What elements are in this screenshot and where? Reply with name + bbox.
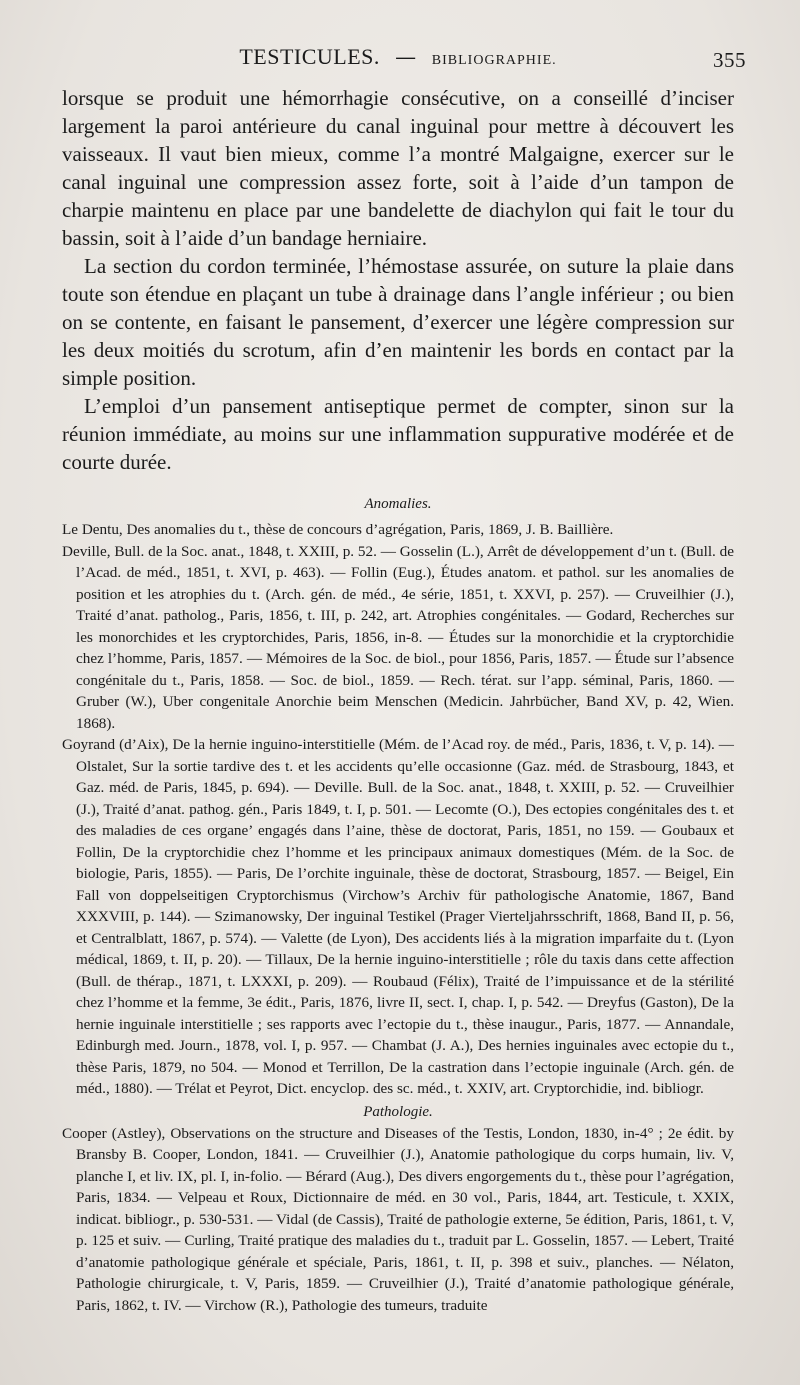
running-header — [62, 44, 746, 84]
paragraph-1: lorsque se produit une hémorrhagie consécutive, on a conseillé d’inciser largement la paroi antérieure du canal inguinal pour mettre à découvert les vaisseaux. Il vaut bien mieux, comme l’a montré Malgaigne, exercer sur le canal inguinal une compression assez forte, soit à l’aide d’un tampon de charpie maintenu en place par une bandelette de diachylon qui fait le tour du bassin, soit à l’aide d’un bandage herniaire. — [62, 86, 734, 250]
running-section: BIBLIOGRAPHIE. — [431, 53, 557, 68]
header-dash: — — [395, 45, 417, 69]
bibliography-entry: Cooper (Astley), Observations on the structure and Diseases of the Testis, London, 1830, in-4° ; 2e édit. by Bransby B. Cooper, London, 1841. — Cruveilhier (J.), Anatomie pathologique du corps humain, liv. V, planche I, et liv. IX, pl. I, in-folio. — Bérard (Aug.), Des divers engorgements du t., thèse pour l’agrégation, Paris, 1834. — Velpeau et Roux, Dictionnaire de méd. en 30 vol., Paris, 1844, art. Testicule, t. XXIX, indicat. bibliogr., p. 530-531. — Vidal (de Cassis), Traité de pathologie externe, 5e édition, Paris, 1861, t. V, p. 125 et suiv. — Curling, Traité pratique des maladies du t., traduit par L. Gosselin, 1857. — Lebert, Traité d’anatomie pathologique générale et spéciale, Paris, 1861, t. II, p. 398 et suiv., planches. — Nélaton, Pathologie chirurgicale, t. V, Paris, 1859. — Cruveilhier (J.), Traité d’anatomie pathologique générale, Paris, 1862, t. IV. — Virchow (R.), Pathologie des tumeurs, traduite — [62, 1124, 734, 1314]
pathologie-heading: Pathologie. — [363, 1103, 433, 1120]
pathologie-bibliography — [62, 1123, 734, 1317]
paragraph-3: L’emploi d’un pansement antiseptique permet de compter, sinon sur la réunion immédiate, au moins sur une inflammation suppurative modérée et de courte durée. — [62, 394, 734, 474]
main-text — [62, 84, 734, 476]
paragraph-2: La section du cordon terminée, l’hémostase assurée, on suture la plaie dans toute son étendue en plaçant un tube à drainage dans l’angle inférieur ; ou bien on se contente, en faisant le pansement, d’exercer une légère compression sur les deux moitiés du scrotum, afin d’en maintenir les bords en contact par la simple position. — [62, 254, 734, 390]
running-title: TESTICULES. — [239, 44, 380, 69]
anomalies-bibliography — [62, 519, 734, 1100]
bibliography-entry: Goyrand (d’Aix), De la hernie inguino-interstitielle (Mém. de l’Acad roy. de méd., Paris, 1836, t. V, p. 14). — Olstalet, Sur la sortie tardive des t. et les accidents qu’elle occasionne (Gaz. méd. de Strasbourg, 1843, et Gaz. méd. de Paris, 1845, p. 694). — Deville. Bull. de la Soc. anat., 1848, t. XXIII, p. 52. — Cruveilhier (J.), Traité d’anat. pathog. gén., Paris 1849, t. I, p. 501. — Lecomte (O.), Des ectopies congénitales des t. et des maladies de ces organe’ engagés dans l’aine, thèse de doctorat, Paris, 1851, no 159. — Goubaux et Follin, De la cryptorchidie chez l’homme et les principaux animaux domestiques (Mém. de la Soc. de biologie, Paris, 1855). — Paris, De l’orchite inguinale, thèse de doctorat, Strasbourg, 1857. — Beigel, Ein Fall von doppelseitigen Cryptorchismus (Virchow’s Archiv für pathologische Anatomie, 1867, Band XXXVIII, p. 144). — Szimanowsky, Der inguinal Testikel (Prager Vierteljahrsschrift, 1868, Band II, p. 56, et Centralblatt, 1867, p. 574). — Valette (de Lyon), Des accidents liés à la migration imparfaite du t. (Lyon médical, 1869, t. II, p. 20). — Tillaux, De la hernie inguino-interstitielle ; rôle du taxis dans cette affection (Bull. de thérap., 1871, t. LXXXI, p. 209). — Roubaud (Félix), Traité de l’impuissance et de la stérilité chez l’homme et la femme, 3e édit., Paris, 1876, livre II, sect. I, chap. I, p. 542. — Dreyfus (Gaston), De la hernie inguinale interstitielle ; ses rapports avec l’ectopie du t., thèse inaugur., Paris, 1877. — Annandale, Edinburgh med. Journ., 1878, vol. I, p. 957. — Chambat (J. A.), Des hernies inguinales avec ectopie du t., thèse Paris, 1879, no 504. — Monod et Terrillon, De la castration dans l’ectopie inguinale (Arch. gén. de méd., 1880). — Trélat et Peyrot, Dict. encyclop. des sc. méd., t. XXIV, art. Cryptorchidie, ind. bibliogr. — [62, 736, 734, 1097]
page-number: 355 — [713, 48, 746, 72]
bibliography-entry: Le Dentu, Des anomalies du t., thèse de concours d’agrégation, Paris, 1869, J. B. Baillière. — [62, 521, 614, 538]
anomalies-heading: Anomalies. — [364, 496, 432, 512]
bibliography-entry: Deville, Bull. de la Soc. anat., 1848, t. XXIII, p. 52. — Gosselin (L.), Arrêt de développement d’un t. (Bull. de l’Acad. de méd., 1851, t. XVI, p. 463). — Follin (Eug.), Études anatom. et pathol. sur les anomalies de position et les atrophies du t. (Arch. gén. de méd., 4e série, 1851, t. XXVI, p. 257). — Cruveilhier (J.), Traité d’anat. patholog., Paris, 1856, t. III, p. 242, art. Atrophies congénitales. — Godard, Recherches sur les monorchides et les cryptorchides, Paris, 1856, in-8. — Études sur la monorchidie et la cryptorchidie chez l’homme, Paris, 1857. — Mémoires de la Soc. de biol., pour 1856, Paris, 1857. — Étude sur l’absence congénitale du t., Paris, 1858. — Soc. de biol., 1859. — Rech. térat. sur l’app. séminal, Paris, 1860. — Gruber (W.), Uber congenitale Anorchie beim Menschen (Medicin. Jahrbücher, Band XV, p. 42, Wien. 1868). — [62, 542, 734, 732]
